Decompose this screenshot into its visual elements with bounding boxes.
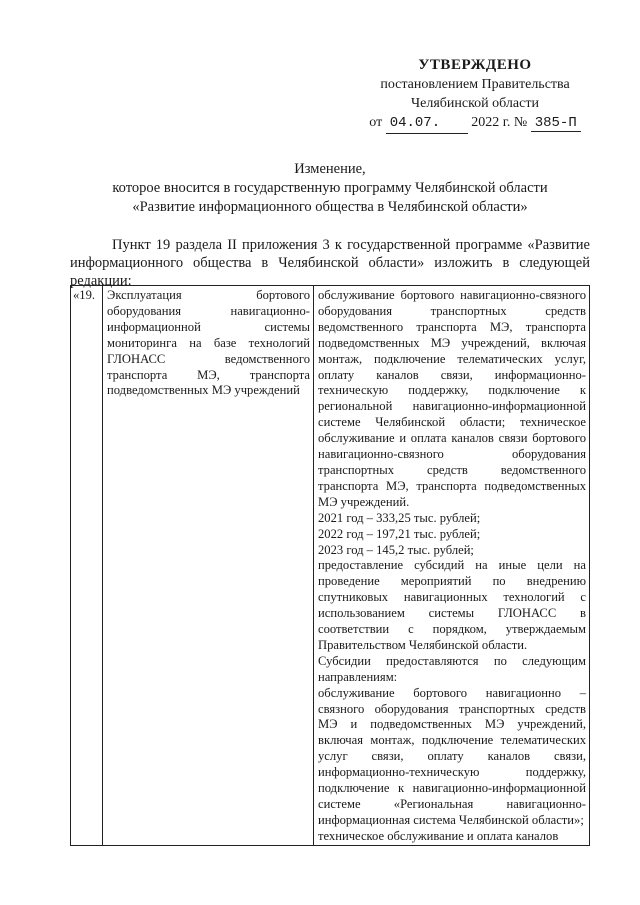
content-paragraph: 2021 год – 333,25 тыс. рублей; <box>318 510 481 525</box>
content-paragraph: обслуживание бортового навигационно-связного оборудования транспортных средств ведомственного транспорта МЭ, транспорта подведомственных МЭ учреждений, включая монтаж, подключение телематических услуг, оплату каналов связи, информационно-техническую поддержку, подключение к региональной навигационно-информационной системе Челябинской области; техническое обслуживание и оплата каналов связи бортового навигационно-связного оборудования транспортных средств ведомственного транспорта МЭ, транспорта подведомственных МЭ учреждений. <box>318 288 586 509</box>
approval-stamp <box>360 56 590 134</box>
content-paragraph: 2022 год – 197,21 тыс. рублей; <box>318 526 481 541</box>
table-row <box>71 286 590 846</box>
number-value: 385-П <box>531 115 581 132</box>
item-name: Эксплуатация бортового оборудования навигационно-информационной системы мониторинга на базе технологий ГЛОНАСС ведомственного транспорта МЭ, транспорта подведомственных МЭ учреждений <box>103 286 314 846</box>
heading-line-3: «Развитие информационного общества в Челябинской области» <box>132 199 528 215</box>
year-text: 2022 г. № <box>471 115 528 130</box>
date-prefix: от <box>369 115 383 130</box>
intro-paragraph <box>70 236 590 290</box>
amendment-table <box>70 285 590 846</box>
approval-title: УТВЕРЖДЕНО <box>418 57 532 73</box>
date-value: 04.07. <box>386 114 468 134</box>
item-content <box>314 286 590 846</box>
content-paragraph: предоставление субсидий на иные цели на проведение мероприятий по внедрению спутниковых навигационных технологий с использованием системы ГЛОНАСС в соответствии с порядком, утверждаемым Правительством Челябинской области. <box>318 558 586 652</box>
approval-date-line <box>360 113 590 134</box>
content-paragraph: Субсидии предоставляются по следующим направлениям: <box>318 653 586 684</box>
document-heading <box>60 160 600 217</box>
content-paragraph: обслуживание бортового навигационно – связного оборудования транспортных средств МЭ и подведомственных МЭ учреждений, включая монтаж, подключение телематических услуг связи, оплату каналов связи, информационно-техническую поддержку, подключение к навигационно-информационной системе «Региональная навигационно-информационная система Челябинской области»; <box>318 685 586 827</box>
intro-text: Пункт 19 раздела II приложения 3 к государственной программе «Развитие информационного общества в Челябинской области» изложить в следующей редакции: <box>70 237 590 289</box>
heading-line-2: которое вносится в государственную программу Челябинской области <box>112 180 548 196</box>
approval-line-1: постановлением Правительства <box>380 77 570 92</box>
heading-line-1: Изменение, <box>294 161 366 177</box>
content-paragraph: 2023 год – 145,2 тыс. рублей; <box>318 542 474 557</box>
content-paragraph: техническое обслуживание и оплата каналов <box>318 828 559 843</box>
approval-line-2: Челябинской области <box>411 96 539 111</box>
item-number: «19. <box>71 286 103 846</box>
